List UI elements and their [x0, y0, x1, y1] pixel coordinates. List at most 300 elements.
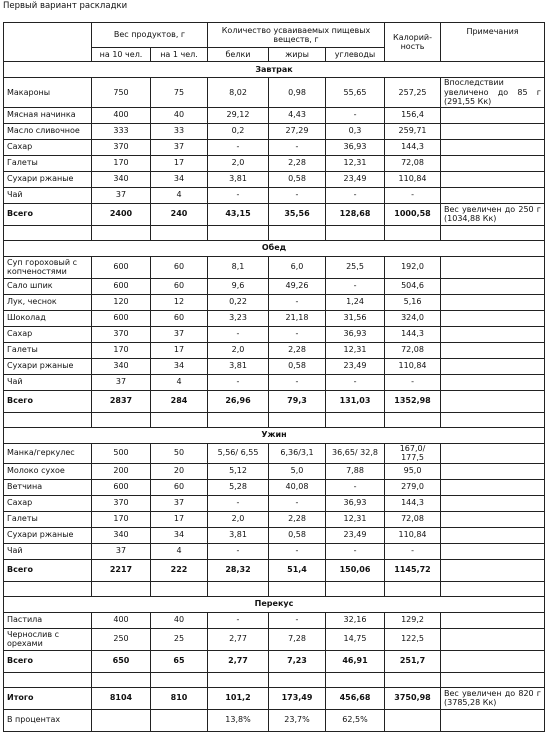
note-cell [441, 511, 545, 527]
product-name-cell: Шоколад [4, 310, 92, 326]
fat-cell: - [269, 187, 326, 203]
carbs-cell: 36,93 [326, 139, 385, 155]
calories-cell: 1000,58 [385, 203, 441, 225]
protein-cell: 26,96 [208, 390, 269, 412]
weight-10-cell: 170 [92, 511, 151, 527]
weight-1-cell: 60 [151, 479, 208, 495]
header-notes: Примечания [441, 23, 545, 62]
calories-cell: 144,3 [385, 495, 441, 511]
protein-cell: 0,2 [208, 123, 269, 139]
fat-cell: 49,26 [269, 278, 326, 294]
section-header-row [4, 240, 545, 256]
table-row [4, 155, 545, 171]
weight-1-cell: 4 [151, 187, 208, 203]
carbs-cell: 25,5 [326, 256, 385, 278]
spacer-cell [269, 412, 326, 427]
calories-cell: 3750,98 [385, 687, 441, 709]
total-row [4, 390, 545, 412]
weight-10-cell: 37 [92, 543, 151, 559]
calories-cell: 259,71 [385, 123, 441, 139]
carbs-cell: - [326, 107, 385, 123]
weight-1-cell: 4 [151, 374, 208, 390]
protein-cell: - [208, 612, 269, 628]
carbs-cell: 1,24 [326, 294, 385, 310]
weight-1-cell: 25 [151, 628, 208, 650]
protein-cell: - [208, 187, 269, 203]
note-cell [441, 390, 545, 412]
calories-cell: 72,08 [385, 342, 441, 358]
protein-cell: - [208, 326, 269, 342]
fat-cell: - [269, 495, 326, 511]
note-cell [441, 123, 545, 139]
spacer-cell [92, 581, 151, 596]
note-cell [441, 139, 545, 155]
header-weight: Вес продуктов, г [92, 23, 208, 48]
protein-cell: 8,1 [208, 256, 269, 278]
protein-cell: - [208, 495, 269, 511]
header-calories: Калорий-ность [385, 23, 441, 62]
product-name-cell: Сахар [4, 326, 92, 342]
table-body [4, 23, 545, 732]
fat-cell: 2,28 [269, 342, 326, 358]
weight-10-cell: 37 [92, 187, 151, 203]
note-cell [441, 495, 545, 511]
calories-cell [385, 709, 441, 731]
carbs-cell: 62,5% [326, 709, 385, 731]
spacer-row [4, 225, 545, 240]
spacer-cell [92, 672, 151, 687]
note-cell [441, 155, 545, 171]
table-row [4, 358, 545, 374]
spacer-cell [441, 225, 545, 240]
weight-10-cell: 8104 [92, 687, 151, 709]
fat-cell: 40,08 [269, 479, 326, 495]
table-row [4, 612, 545, 628]
fat-cell: 35,56 [269, 203, 326, 225]
spacer-cell [151, 581, 208, 596]
note-cell: Вес увеличен до 250 г (1034,88 Кк) [441, 203, 545, 225]
spacer-cell [269, 581, 326, 596]
weight-10-cell: 170 [92, 155, 151, 171]
table-row [4, 171, 545, 187]
weight-1-cell: 12 [151, 294, 208, 310]
fat-cell: 21,18 [269, 310, 326, 326]
weight-1-cell: 60 [151, 310, 208, 326]
product-name-cell: Чернослив с орехами [4, 628, 92, 650]
carbs-cell: 36,93 [326, 495, 385, 511]
weight-10-cell: 600 [92, 278, 151, 294]
calories-cell: 144,3 [385, 139, 441, 155]
weight-10-cell: 37 [92, 374, 151, 390]
protein-cell: 2,77 [208, 628, 269, 650]
table-row [4, 495, 545, 511]
weight-10-cell: 370 [92, 495, 151, 511]
header-fat: жиры [269, 48, 326, 62]
weight-10-cell: 340 [92, 527, 151, 543]
weight-10-cell: 500 [92, 443, 151, 463]
table-row [4, 294, 545, 310]
calories-cell: 504,6 [385, 278, 441, 294]
product-name-cell: Галеты [4, 511, 92, 527]
product-name-cell: Ветчина [4, 479, 92, 495]
section-title: Перекус [4, 596, 545, 612]
fat-cell: 51,4 [269, 559, 326, 581]
weight-1-cell: 60 [151, 256, 208, 278]
protein-cell: 3,81 [208, 171, 269, 187]
calories-cell: - [385, 187, 441, 203]
note-cell [441, 443, 545, 463]
protein-cell: 3,81 [208, 527, 269, 543]
section-title: Завтрак [4, 62, 545, 78]
weight-1-cell: 34 [151, 171, 208, 187]
weight-10-cell: 400 [92, 107, 151, 123]
header-nutrients: Количество усваиваемых пищевых веществ, г [208, 23, 385, 48]
note-cell [441, 358, 545, 374]
fat-cell: 79,3 [269, 390, 326, 412]
protein-cell: 2,0 [208, 511, 269, 527]
calories-cell: 279,0 [385, 479, 441, 495]
note-cell: Вес увеличен до 820 г (3785,28 Кк) [441, 687, 545, 709]
spacer-row [4, 412, 545, 427]
section-title: Ужин [4, 427, 545, 443]
spacer-cell [385, 672, 441, 687]
calories-cell: 144,3 [385, 326, 441, 342]
protein-cell: 3,81 [208, 358, 269, 374]
calories-cell: 122,5 [385, 628, 441, 650]
fat-cell: 4,43 [269, 107, 326, 123]
calories-cell: 95,0 [385, 463, 441, 479]
calories-cell: 1145,72 [385, 559, 441, 581]
percent-row [4, 709, 545, 731]
protein-cell: 2,0 [208, 342, 269, 358]
product-name-cell: В процентах [4, 709, 92, 731]
table-row [4, 310, 545, 326]
carbs-cell: 23,49 [326, 171, 385, 187]
table-row [4, 187, 545, 203]
table-row [4, 342, 545, 358]
table-row [4, 374, 545, 390]
calories-cell: 110,84 [385, 527, 441, 543]
weight-1-cell: 4 [151, 543, 208, 559]
spacer-cell [441, 581, 545, 596]
table-row [4, 139, 545, 155]
protein-cell: 0,22 [208, 294, 269, 310]
fat-cell: 27,29 [269, 123, 326, 139]
fat-cell: 7,23 [269, 650, 326, 672]
product-name-cell: Мясная начинка [4, 107, 92, 123]
note-cell [441, 187, 545, 203]
header-carbs: углеводы [326, 48, 385, 62]
note-cell [441, 326, 545, 342]
weight-10-cell: 600 [92, 479, 151, 495]
section-header-row [4, 596, 545, 612]
header-name [4, 23, 92, 62]
product-name-cell: Масло сливочное [4, 123, 92, 139]
product-name-cell: Сухари ржаные [4, 527, 92, 543]
section-header-row [4, 62, 545, 78]
carbs-cell: - [326, 479, 385, 495]
weight-1-cell: 17 [151, 342, 208, 358]
note-cell [441, 709, 545, 731]
weight-10-cell: 170 [92, 342, 151, 358]
product-name-cell: Сахар [4, 139, 92, 155]
note-cell [441, 559, 545, 581]
calories-cell: - [385, 374, 441, 390]
weight-10-cell: 2400 [92, 203, 151, 225]
table-row [4, 278, 545, 294]
section-title: Обед [4, 240, 545, 256]
fat-cell: 2,28 [269, 155, 326, 171]
calories-cell: 72,08 [385, 511, 441, 527]
spacer-cell [441, 412, 545, 427]
fat-cell: 0,98 [269, 78, 326, 108]
weight-10-cell: 333 [92, 123, 151, 139]
product-name-cell: Сухари ржаные [4, 171, 92, 187]
weight-1-cell: 33 [151, 123, 208, 139]
carbs-cell: - [326, 374, 385, 390]
calories-cell: 1352,98 [385, 390, 441, 412]
protein-cell: 13,8% [208, 709, 269, 731]
weight-1-cell: 40 [151, 612, 208, 628]
spacer-cell [326, 225, 385, 240]
weight-1-cell: 75 [151, 78, 208, 108]
weight-10-cell: 2837 [92, 390, 151, 412]
protein-cell: 5,12 [208, 463, 269, 479]
note-cell [441, 650, 545, 672]
spacer-cell [326, 581, 385, 596]
protein-cell: 3,23 [208, 310, 269, 326]
header-weight-10: на 10 чел. [92, 48, 151, 62]
weight-10-cell: 370 [92, 139, 151, 155]
table-row [4, 628, 545, 650]
carbs-cell: 55,65 [326, 78, 385, 108]
weight-10-cell: 2217 [92, 559, 151, 581]
protein-cell: 2,0 [208, 155, 269, 171]
note-cell [441, 107, 545, 123]
weight-1-cell: 17 [151, 511, 208, 527]
spacer-cell [385, 581, 441, 596]
note-cell [441, 527, 545, 543]
weight-1-cell: 34 [151, 527, 208, 543]
note-cell [441, 310, 545, 326]
weight-1-cell: 37 [151, 139, 208, 155]
weight-10-cell: 650 [92, 650, 151, 672]
product-name-cell: Лук, чеснок [4, 294, 92, 310]
table-row [4, 123, 545, 139]
weight-1-cell: 222 [151, 559, 208, 581]
spacer-cell [92, 225, 151, 240]
protein-cell: - [208, 374, 269, 390]
weight-1-cell: 65 [151, 650, 208, 672]
weight-1-cell: 34 [151, 358, 208, 374]
calories-cell: 156,4 [385, 107, 441, 123]
fat-cell: 0,58 [269, 358, 326, 374]
note-cell [441, 256, 545, 278]
fat-cell: 5,0 [269, 463, 326, 479]
protein-cell: 5,56/ 6,55 [208, 443, 269, 463]
weight-1-cell: 810 [151, 687, 208, 709]
section-header-row [4, 427, 545, 443]
carbs-cell: 12,31 [326, 511, 385, 527]
weight-10-cell: 750 [92, 78, 151, 108]
product-name-cell: Галеты [4, 155, 92, 171]
spacer-cell [4, 225, 92, 240]
note-cell [441, 294, 545, 310]
carbs-cell: 36,65/ 32,8 [326, 443, 385, 463]
product-name-cell: Итого [4, 687, 92, 709]
calories-cell: 324,0 [385, 310, 441, 326]
calories-cell: 72,08 [385, 155, 441, 171]
table-row [4, 78, 545, 108]
protein-cell: 29,12 [208, 107, 269, 123]
spacer-cell [208, 225, 269, 240]
table-caption: Первый вариант раскладки [3, 1, 128, 11]
calories-cell: 110,84 [385, 358, 441, 374]
spacer-cell [151, 672, 208, 687]
fat-cell: 6,0 [269, 256, 326, 278]
product-name-cell: Всего [4, 390, 92, 412]
fat-cell: - [269, 139, 326, 155]
weight-1-cell: 284 [151, 390, 208, 412]
calories-cell: 167,0/ 177,5 [385, 443, 441, 463]
carbs-cell: 456,68 [326, 687, 385, 709]
weight-10-cell: 370 [92, 326, 151, 342]
weight-10-cell: 400 [92, 612, 151, 628]
calories-cell: 129,2 [385, 612, 441, 628]
ration-table [3, 22, 545, 732]
spacer-cell [385, 225, 441, 240]
product-name-cell: Всего [4, 650, 92, 672]
product-name-cell: Чай [4, 374, 92, 390]
fat-cell: - [269, 294, 326, 310]
table-row [4, 326, 545, 342]
protein-cell: 2,77 [208, 650, 269, 672]
weight-1-cell: 40 [151, 107, 208, 123]
fat-cell: - [269, 326, 326, 342]
carbs-cell: 150,06 [326, 559, 385, 581]
spacer-cell [208, 412, 269, 427]
protein-cell: - [208, 543, 269, 559]
spacer-cell [441, 672, 545, 687]
carbs-cell: 14,75 [326, 628, 385, 650]
carbs-cell: 131,03 [326, 390, 385, 412]
table-row [4, 511, 545, 527]
note-cell [441, 374, 545, 390]
note-cell: Впоследствии увеличено до 85 г (291,55 Кк) [441, 78, 545, 108]
calories-cell: 251,7 [385, 650, 441, 672]
spacer-cell [4, 672, 92, 687]
carbs-cell: 0,3 [326, 123, 385, 139]
total-row [4, 559, 545, 581]
calories-cell: 192,0 [385, 256, 441, 278]
note-cell [441, 278, 545, 294]
weight-10-cell: 120 [92, 294, 151, 310]
weight-10-cell: 340 [92, 358, 151, 374]
carbs-cell: 12,31 [326, 155, 385, 171]
calories-cell: 110,84 [385, 171, 441, 187]
weight-1-cell: 60 [151, 278, 208, 294]
product-name-cell: Всего [4, 203, 92, 225]
product-name-cell: Пастила [4, 612, 92, 628]
grand-total-row [4, 687, 545, 709]
note-cell [441, 342, 545, 358]
header-weight-1: на 1 чел. [151, 48, 208, 62]
spacer-cell [4, 581, 92, 596]
total-row [4, 650, 545, 672]
carbs-cell: - [326, 543, 385, 559]
spacer-cell [269, 225, 326, 240]
spacer-cell [385, 412, 441, 427]
carbs-cell: 32,16 [326, 612, 385, 628]
weight-10-cell: 200 [92, 463, 151, 479]
fat-cell: - [269, 612, 326, 628]
product-name-cell: Молоко сухое [4, 463, 92, 479]
protein-cell: 43,15 [208, 203, 269, 225]
weight-1-cell [151, 709, 208, 731]
weight-10-cell: 340 [92, 171, 151, 187]
product-name-cell: Сало шпик [4, 278, 92, 294]
table-row [4, 443, 545, 463]
weight-10-cell: 600 [92, 256, 151, 278]
table-row [4, 256, 545, 278]
fat-cell: 173,49 [269, 687, 326, 709]
spacer-cell [4, 412, 92, 427]
spacer-cell [92, 412, 151, 427]
table-row [4, 543, 545, 559]
carbs-cell: - [326, 187, 385, 203]
table-row [4, 479, 545, 495]
fat-cell: 7,28 [269, 628, 326, 650]
note-cell [441, 628, 545, 650]
weight-1-cell: 20 [151, 463, 208, 479]
spacer-cell [326, 672, 385, 687]
fat-cell: - [269, 543, 326, 559]
carbs-cell: 128,68 [326, 203, 385, 225]
table-row [4, 107, 545, 123]
calories-cell: - [385, 543, 441, 559]
product-name-cell: Всего [4, 559, 92, 581]
carbs-cell: 36,93 [326, 326, 385, 342]
protein-cell: 9,6 [208, 278, 269, 294]
product-name-cell: Чай [4, 543, 92, 559]
carbs-cell: 12,31 [326, 342, 385, 358]
product-name-cell: Чай [4, 187, 92, 203]
note-cell [441, 543, 545, 559]
fat-cell: 23,7% [269, 709, 326, 731]
weight-10-cell: 600 [92, 310, 151, 326]
total-row [4, 203, 545, 225]
fat-cell: 0,58 [269, 527, 326, 543]
table-row [4, 463, 545, 479]
spacer-cell [151, 412, 208, 427]
protein-cell: 8,02 [208, 78, 269, 108]
protein-cell: 101,2 [208, 687, 269, 709]
note-cell [441, 171, 545, 187]
product-name-cell: Суп гороховый с копченостями [4, 256, 92, 278]
carbs-cell: 23,49 [326, 527, 385, 543]
protein-cell: 28,32 [208, 559, 269, 581]
product-name-cell: Сахар [4, 495, 92, 511]
weight-1-cell: 37 [151, 495, 208, 511]
carbs-cell: 7,88 [326, 463, 385, 479]
table-row [4, 527, 545, 543]
product-name-cell: Манка/геркулес [4, 443, 92, 463]
carbs-cell: 46,91 [326, 650, 385, 672]
weight-1-cell: 17 [151, 155, 208, 171]
header-row-top [4, 23, 545, 48]
carbs-cell: 31,56 [326, 310, 385, 326]
protein-cell: - [208, 139, 269, 155]
